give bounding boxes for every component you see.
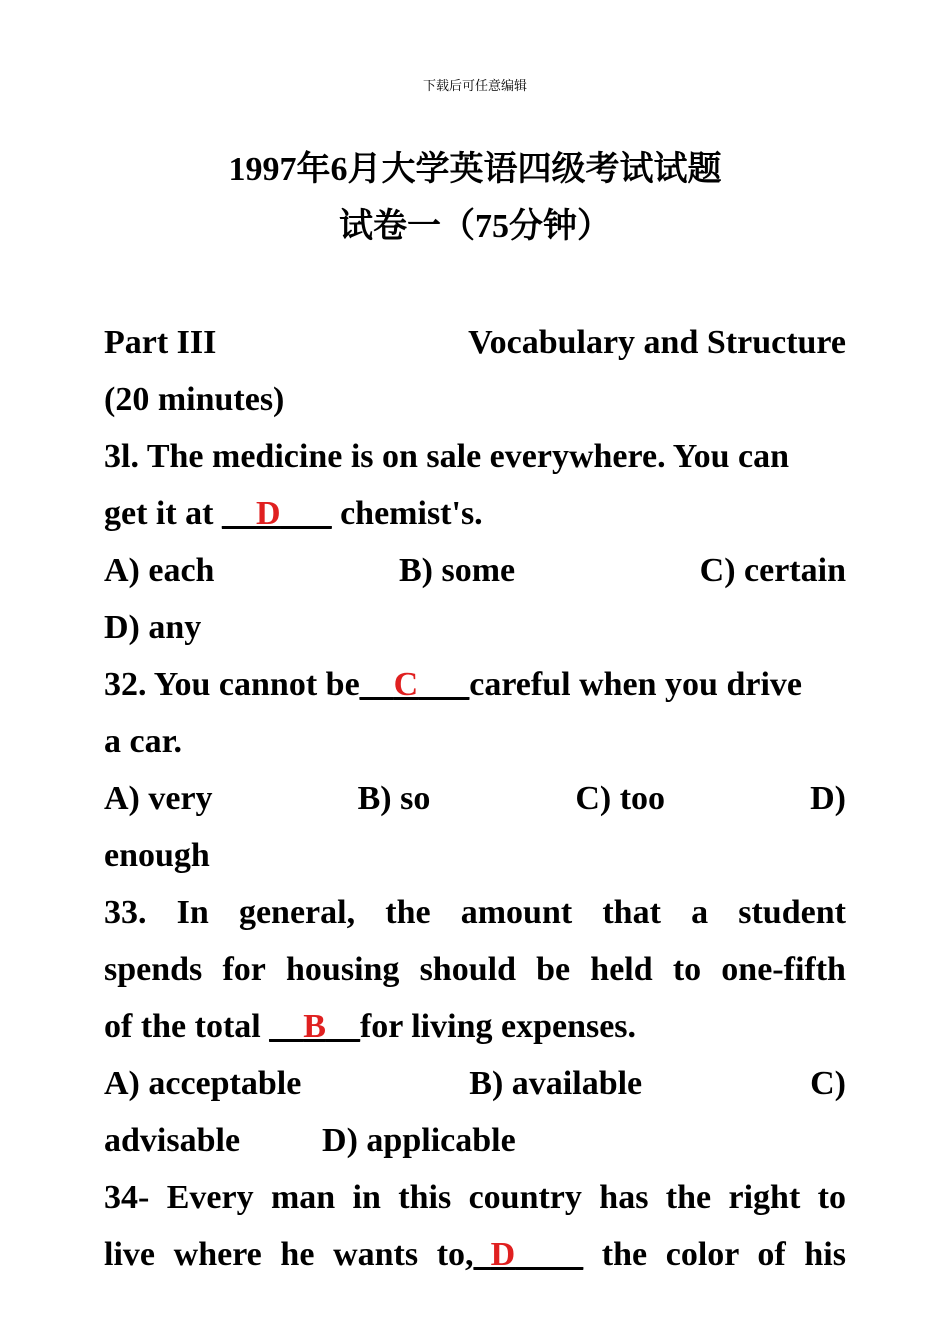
q34-word: this: [398, 1179, 452, 1216]
q31-answer: D: [256, 495, 281, 532]
q32-stem-line1: [104, 656, 846, 713]
q33-blank-b: __: [325, 1008, 360, 1045]
q34-word: in: [352, 1179, 381, 1216]
q33-word: should: [419, 951, 516, 988]
q32-stem-line2: a car.: [104, 723, 183, 760]
q31-stem-line2: [104, 485, 846, 542]
q33-stem-line2: [104, 941, 846, 998]
q33-word: student: [738, 894, 846, 931]
q33-answer: B: [303, 1008, 326, 1045]
q32-pre: 32. You cannot be: [104, 666, 360, 703]
part-name: Vocabulary and Structure: [468, 324, 846, 361]
q31-option-d: D) any: [104, 609, 202, 646]
q34-word: right: [728, 1179, 801, 1216]
q33-word: housing: [286, 951, 400, 988]
q32-option-a: A) very: [104, 780, 213, 817]
q33-word: to: [672, 951, 702, 988]
paper-subtitle: 试卷一（75分钟）: [339, 208, 611, 245]
q33-word: spends: [104, 951, 203, 988]
q34-word: to: [817, 1179, 846, 1216]
q33-word: amount: [460, 894, 573, 931]
download-note: 下载后可任意编辑: [422, 79, 527, 94]
q33-options: [104, 1055, 846, 1112]
q33-word: be: [536, 951, 571, 988]
q33-option-c-text: advisable: [104, 1122, 241, 1159]
q34-word: country: [468, 1179, 582, 1216]
q33-word: general,: [238, 894, 356, 931]
exam-content: [104, 314, 846, 1283]
q31-post: chemist's.: [331, 495, 483, 532]
q32-option-d-label: D): [810, 780, 846, 817]
q34-blank-a: _: [473, 1236, 491, 1273]
q34-stem-line2: [104, 1226, 846, 1283]
q32-options: [104, 770, 846, 827]
q32-option-c: C) too: [575, 780, 666, 817]
q33-option-c-label: C): [810, 1065, 846, 1102]
q33-word: one-fifth: [721, 951, 846, 988]
q31-pre: get it at: [104, 495, 223, 532]
q31-stem-line1: 3l. The medicine is on sale everywhere. You can: [104, 438, 789, 475]
q34-word: Every: [166, 1179, 254, 1216]
q33-pre: of the total: [104, 1008, 270, 1045]
q33-word: the: [385, 894, 431, 931]
q32-option-b: B) so: [357, 780, 431, 817]
q32-answer: C: [393, 666, 419, 703]
q34-word: 34-: [104, 1179, 150, 1216]
q33-word: In: [176, 894, 209, 931]
q32-blank-a: __: [359, 666, 394, 703]
q33-stem-line3: [104, 998, 846, 1055]
q33-option-d: D) applicable: [322, 1122, 516, 1159]
q33-blank-a: __: [269, 1008, 304, 1045]
q32-blank-b: ___: [418, 666, 470, 703]
q34-answer: D: [490, 1236, 516, 1273]
q33-stem-line1: [104, 884, 846, 941]
q33-word: 33.: [104, 894, 147, 931]
q31-option-b: B) some: [398, 552, 516, 589]
q31-blank-a: __: [222, 495, 257, 532]
q31-option-a: A) each: [104, 552, 215, 589]
q34-word: man: [270, 1179, 336, 1216]
q34-word: has: [599, 1179, 649, 1216]
q33-post: for living expenses.: [359, 1008, 637, 1045]
q34-word: the: [665, 1179, 712, 1216]
q33-word: a: [691, 894, 709, 931]
q34-post: the color of his: [583, 1236, 846, 1273]
q33-option-b: B) available: [469, 1065, 643, 1102]
part-heading: [104, 314, 846, 371]
q33-word: for: [222, 951, 266, 988]
q33-option-a: A) acceptable: [104, 1065, 302, 1102]
q31-blank-b: ___: [280, 495, 332, 532]
q32-option-d-text: enough: [104, 837, 210, 874]
q34-blank-b: ____: [515, 1236, 584, 1273]
part-label: Part III: [104, 324, 217, 361]
part-time: (20 minutes): [104, 381, 285, 418]
exam-title: 1997年6月大学英语四级考试试题: [228, 151, 722, 188]
q31-option-c: C) certain: [699, 552, 846, 589]
q33-word: held: [590, 951, 653, 988]
q33-word: that: [602, 894, 661, 931]
q32-stem-part: [104, 656, 802, 713]
q33-options-line2: [104, 1112, 846, 1169]
q34-pre: live where he wants to,: [104, 1236, 474, 1273]
q31-options: [104, 542, 846, 599]
q34-stem-line1: [104, 1169, 846, 1226]
q32-post: careful when you drive: [469, 666, 802, 703]
